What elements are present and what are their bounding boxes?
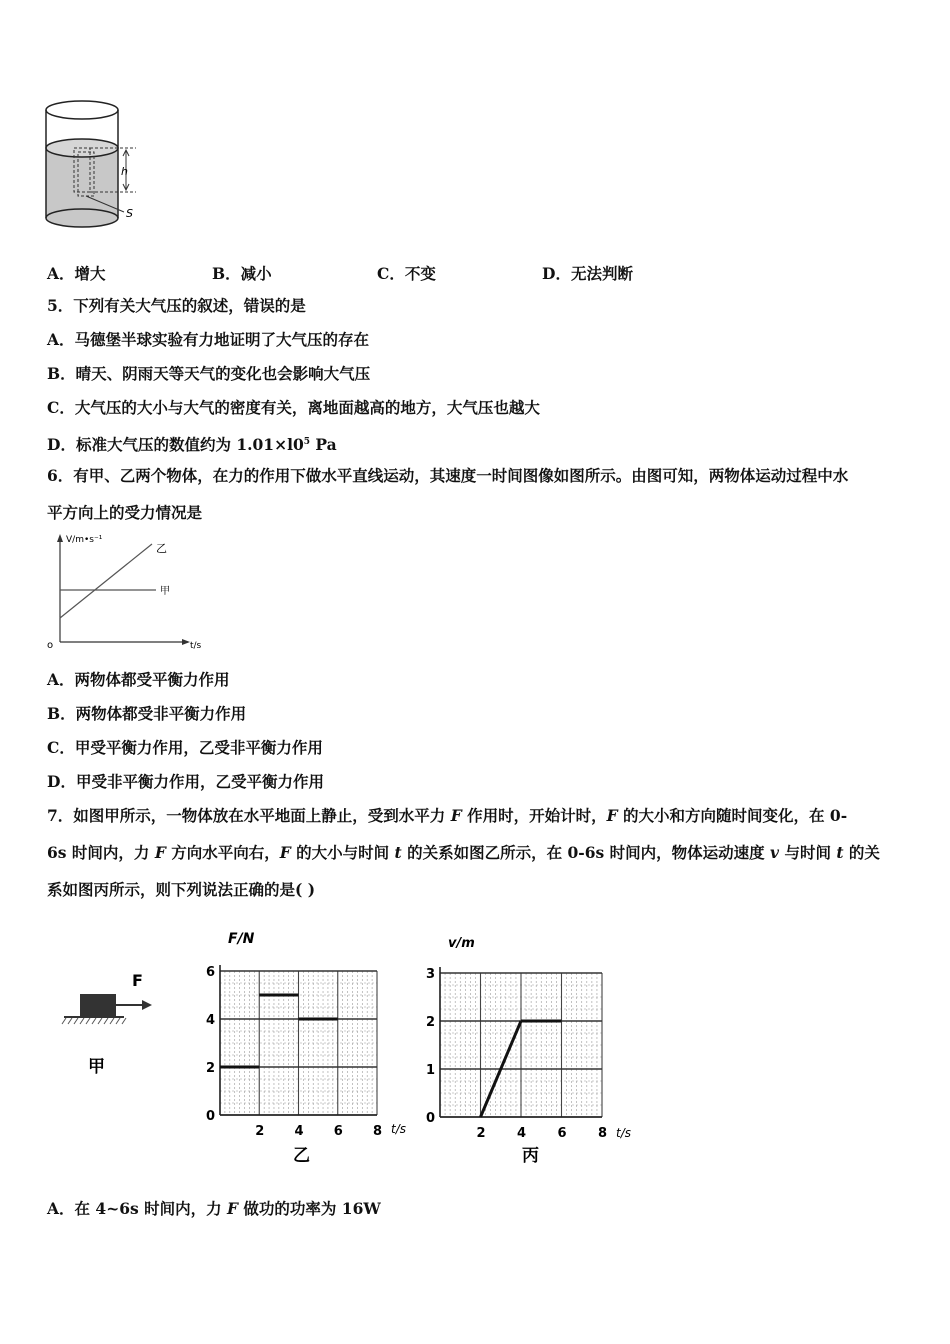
- bing-xtick-8: 8: [598, 1126, 608, 1141]
- q4-option-a: A．增大: [47, 264, 106, 283]
- q6-option-a: A．两物体都受平衡力作用: [47, 670, 230, 689]
- q6-option-d: D．甲受非平衡力作用，乙受平衡力作用: [47, 772, 324, 791]
- q6-stem-line2: 平方向上的受力情况是: [47, 503, 203, 522]
- q7-stem-line3: 系如图丙所示，则下列说法正确的是( ): [47, 880, 316, 899]
- s-label: S: [126, 207, 133, 220]
- q7-option-a: A．在 4~6s 时间内，力 F 做功的功率为 16W: [47, 1199, 381, 1218]
- q6-option-b: B．两物体都受非平衡力作用: [47, 704, 247, 723]
- fig-jia-label: 甲: [88, 1057, 105, 1077]
- q5-option-c: C．大气压的大小与大气的密度有关，离地面越高的地方，大气压也越大: [47, 398, 540, 417]
- chart-yi: [195, 925, 420, 1170]
- bing-xtick-6: 6: [557, 1126, 567, 1141]
- h-label: h: [121, 165, 128, 178]
- yi-xlabel: t/s: [391, 1122, 406, 1136]
- q4-option-c: C．不变: [377, 264, 436, 283]
- label-jia: 甲: [160, 586, 170, 597]
- yi-ytick-0: 0: [206, 1109, 216, 1124]
- q7-stem-line1: 7．如图甲所示，一物体放在水平地面上静止，受到水平力 F 作用时，开始计时，F 的大小和方向随时间变化，在 0-: [47, 806, 848, 825]
- q5-option-a: A．马德堡半球实验有力地证明了大气压的存在: [47, 330, 370, 349]
- bing-ylabel: v/m: [448, 936, 475, 951]
- cylinder-figure: [40, 96, 150, 231]
- label-yi: 乙: [156, 542, 167, 555]
- q7-stem-line2: 6s 时间内，力 F 方向水平向右，F 的大小与时间 t 的关系如图乙所示，在 0-6s 时间内，物体运动速度 v 与时间 t 的关: [47, 843, 880, 862]
- yi-ytick-2: 2: [206, 1061, 216, 1076]
- fig-jia-force-label: F: [132, 971, 143, 990]
- vt-xlabel: t/s: [190, 641, 202, 651]
- vt-origin: o: [47, 640, 54, 651]
- q6-option-c: C．甲受平衡力作用，乙受非平衡力作用: [47, 738, 323, 757]
- bing-xtick-4: 4: [517, 1126, 527, 1141]
- vt-ylabel: V/m•s⁻¹: [66, 535, 103, 545]
- q4-option-d: D．无法判断: [542, 264, 633, 283]
- q6-stem-line1: 6．有甲、乙两个物体，在力的作用下做水平直线运动，其速度一时间图像如图所示。由图可知，两物体运动过程中水: [47, 466, 849, 485]
- bing-ytick-2: 2: [426, 1015, 436, 1030]
- bing-xlabel: t/s: [616, 1126, 631, 1140]
- yi-xtick-8: 8: [373, 1124, 383, 1139]
- q5-option-d: D．标准大气压的数值约为 $1.01\times l0^5$ Pa: [47, 435, 337, 455]
- q5-stem: 5．下列有关大气压的叙述，错误的是: [47, 296, 306, 315]
- q6-vt-chart: [40, 530, 210, 655]
- yi-xtick-6: 6: [333, 1124, 343, 1139]
- yi-label: 乙: [293, 1146, 310, 1166]
- line-yi: [60, 544, 152, 618]
- yi-ytick-6: 6: [206, 965, 216, 980]
- q4-option-b: B．减小: [212, 264, 272, 283]
- bing-label: 丙: [522, 1146, 539, 1166]
- yi-ylabel: F/N: [228, 931, 255, 947]
- bing-xtick-2: 2: [476, 1126, 486, 1141]
- fig-jia-block: [58, 960, 168, 1080]
- bing-ytick-0: 0: [426, 1111, 436, 1126]
- bing-ytick-1: 1: [426, 1063, 436, 1078]
- yi-ytick-4: 4: [206, 1013, 216, 1028]
- q5-option-b: B．晴天、阴雨天等天气的变化也会影响大气压: [47, 364, 371, 383]
- yi-xtick-4: 4: [294, 1124, 304, 1139]
- bing-ytick-3: 3: [426, 967, 436, 982]
- yi-xtick-2: 2: [255, 1124, 265, 1139]
- chart-bing: [420, 925, 645, 1170]
